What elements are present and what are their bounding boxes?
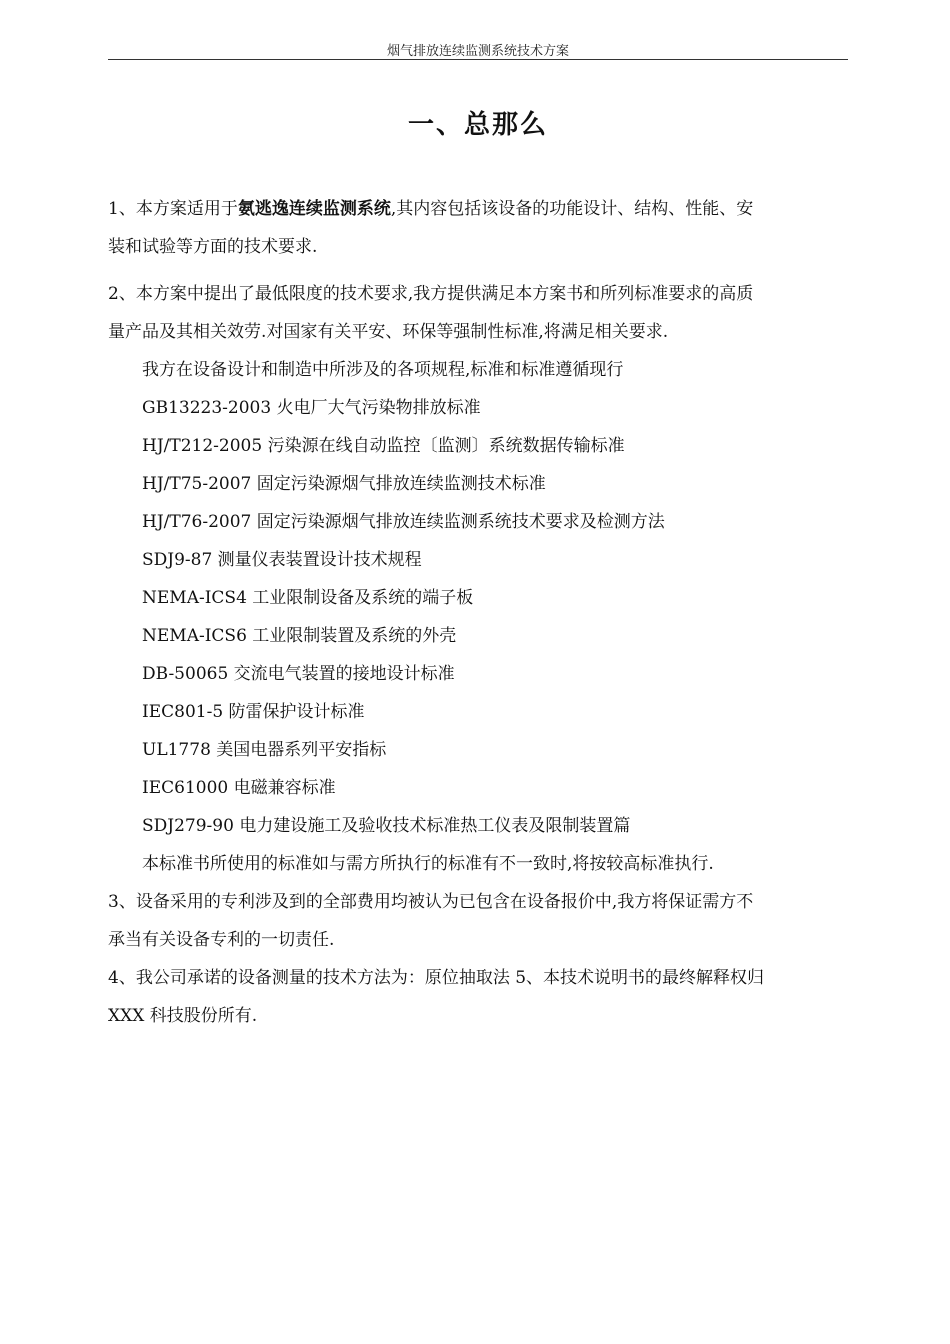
standard-item: NEMA-ICS4 工业限制设备及系统的端子板 (142, 588, 474, 608)
standard-item: SDJ9-87 测量仪表装置设计技术规程 (142, 550, 422, 570)
standard-item: NEMA-ICS6 工业限制装置及系统的外壳 (142, 626, 457, 646)
page-header: 烟气排放连续监测系统技术方案 (386, 44, 569, 59)
section-title: 一、总那么 (407, 110, 548, 140)
standard-item: IEC61000 电磁兼容标准 (142, 778, 336, 798)
standard-item: HJ/T212-2005 污染源在线自动监控〔监测〕系统数据传输标准 (142, 436, 625, 456)
standard-item: DB-50065 交流电气装置的接地设计标准 (142, 664, 455, 684)
paragraph-1-rest: ,其内容包括该设备的功能设计、结构、性能、安 (390, 199, 754, 219)
paragraph-1-prefix: 1、本方案适用于 (108, 199, 238, 219)
system-name-bold: 氨逃逸连续监测系统 (237, 199, 391, 219)
standards-list (108, 389, 850, 845)
document-body (108, 190, 850, 1035)
paragraph-4-line-1: 4、我公司承诺的设备测量的技术方法为：原位抽取法 5、本技术说明书的最终解释权归 (108, 968, 765, 988)
paragraph-1-line-2: 装和试验等方面的技术要求. (108, 237, 318, 257)
standard-item: IEC801-5 防雷保护设计标准 (142, 702, 365, 722)
standard-item: UL1778 美国电器系列平安指标 (142, 740, 387, 760)
paragraph-2-line-1: 2、本方案中提出了最低限度的技术要求,我方提供满足本方案书和所列标准要求的高质 (108, 284, 754, 304)
paragraph-3-line-1: 3、设备采用的专利涉及到的全部费用均被认为已包含在设备报价中,我方将保证需方不 (108, 892, 754, 912)
paragraph-4-line-2: XXX 科技股份所有. (108, 1006, 258, 1026)
header-divider (108, 59, 848, 60)
paragraph-2-line-2: 量产品及其相关效劳.对国家有关平安、环保等强制性标准,将满足相关要求. (108, 322, 669, 342)
standard-item: HJ/T76-2007 固定污染源烟气排放连续监测系统技术要求及检测方法 (142, 512, 665, 532)
standard-item: GB13223-2003 火电厂大气污染物排放标准 (142, 398, 481, 418)
standards-intro: 我方在设备设计和制造中所涉及的各项规程,标准和标准遵循现行 (142, 360, 624, 380)
standards-outro: 本标准书所使用的标准如与需方所执行的标准有不一致时,将按较高标准执行. (142, 854, 714, 874)
paragraph-3-line-2: 承当有关设备专利的一切责任. (108, 930, 335, 950)
paragraph-1 (108, 190, 850, 228)
standard-item: HJ/T75-2007 固定污染源烟气排放连续监测技术标准 (142, 474, 546, 494)
standard-item: SDJ279-90 电力建设施工及验收技术标准热工仪表及限制装置篇 (142, 816, 631, 836)
